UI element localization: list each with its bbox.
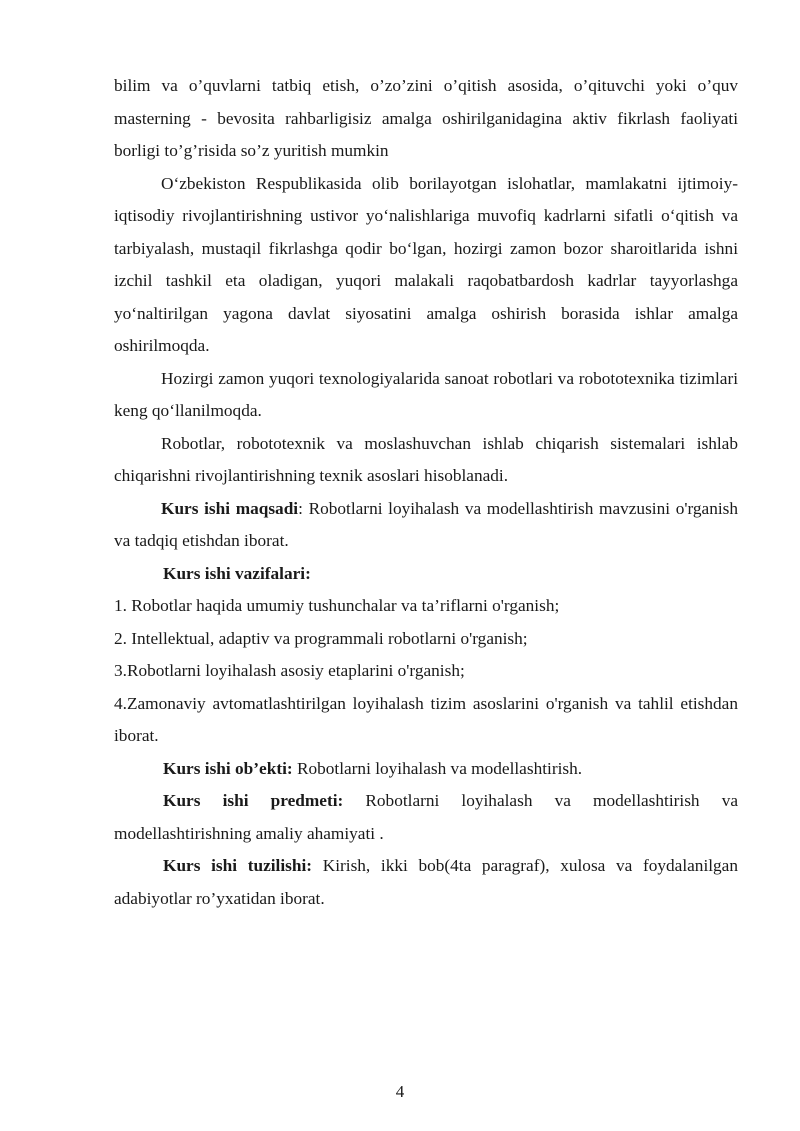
robots-paragraph: Robotlar, robototexnik va moslashuvchan ishlab chiqarish sistemalari ishlab chiqarishni rivojlantirishning texnik asoslari hisoblanadi. (114, 433, 738, 485)
tasks-heading-label: Kurs ishi vazifalari: (163, 563, 311, 583)
subject-paragraph (114, 785, 738, 850)
task-item-4: 4.Zamonaviy avtomatlashtirilgan loyihalash tizim asoslarini o'rganish va tahlil etishdan iborat. (114, 693, 738, 745)
structure-paragraph (114, 850, 738, 915)
structure-label: Kurs ishi tuzilishi: (163, 856, 313, 875)
object-paragraph (114, 753, 738, 786)
goal-label: Kurs ishi maqsadi (161, 498, 299, 518)
page-number: 4 (395, 1082, 405, 1101)
object-label: Kurs ishi ob’ekti: (163, 758, 293, 778)
subject-label: Kurs ishi predmeti: (163, 791, 344, 810)
intro-paragraph-continuation: bilim va o’quvlarni tatbiq etish, o’zo’zini o’qitish asosida, o’qituvchi yoki o’quv masterning - bevosita rahbarligisiz amalga oshirilganidagina aktiv fikrlash faoliyati borligi to’g’risida so’z yuritish mumkin (114, 76, 738, 160)
task-item-2: 2. Intellektual, adaptiv va programmali robotlarni o'rganish; (114, 628, 528, 648)
goal-separator: : (298, 498, 303, 518)
goal-text: Robotlarni loyihalash va modellashtirish mavzusini o'rganish va tadqiq etishdan iborat. (114, 498, 739, 550)
task-item-1: 1. Robotlar haqida umumiy tushunchalar va ta’riflarni o'rganish; (114, 596, 560, 615)
object-text: Robotlarni loyihalash va modellashtirish. (292, 758, 583, 778)
technology-paragraph: Hozirgi zamon yuqori texnologiyalarida sanoat robotlari va robototexnika tizimlari keng qo‘llanilmoqda. (114, 368, 738, 420)
reforms-paragraph: O‘zbekiston Respublikasida olib borilayotgan islohatlar, mamlakatni ijtimoiy-iqtisodiy rivojlantirishning ustivor yo‘nalishlariga muvofiq kadrlarni sifatli o‘qitish va tarbiyalash, mustaqil fikrlashga qodir bo‘lgan, hozirgi zamon bozor sharoitlarida ishni izchil tashkil eta oladigan, yuqori malakali raqobatbardosh kadrlar tayyorlashga yo‘naltirilgan yagona davlat siyosatini amalga oshirish borasida ishlar amalga oshirilmoqda. (114, 173, 738, 355)
tasks-heading (114, 558, 738, 591)
structure-text: Kirish, ikki bob(4ta paragraf), xulosa va foydalanilgan adabiyotlar ro’yxatidan iborat. (114, 856, 738, 908)
goal-paragraph (114, 493, 738, 558)
task-item-3: 3.Robotlarni loyihalash asosiy etaplarini o'rganish; (114, 661, 465, 680)
document-page (114, 70, 738, 915)
subject-text: Robotlarni loyihalash va modellashtirish va modellashtirishning amaliy ahamiyati . (114, 791, 739, 843)
